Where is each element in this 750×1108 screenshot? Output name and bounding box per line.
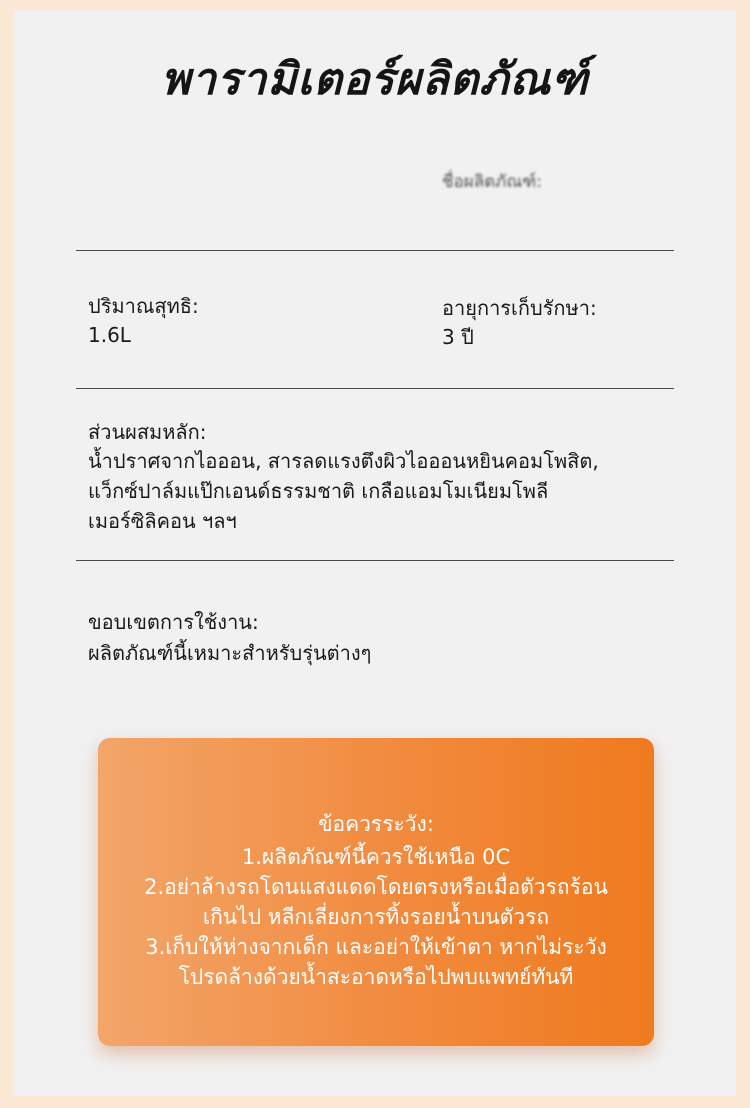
page-title: พารามิเตอร์ผลิตภัณฑ์ — [161, 54, 589, 105]
ingredients-list — [88, 446, 678, 536]
product-name-label: ชื่อผลิตภัณฑ์: — [442, 172, 542, 192]
ingredients-line: เมอร์ซิลิคอน ฯลฯ — [88, 509, 237, 533]
warning-line: เกินไป หลีกเลี่ยงการทิ้งรอยน้ำบนตัวรถ — [202, 905, 550, 929]
spec-card — [14, 10, 736, 1096]
volume-value: 1.6L — [88, 323, 131, 347]
volume-label: ปริมาณสุทธิ: — [88, 294, 199, 318]
warning-box — [98, 738, 654, 1046]
usage-text: ผลิตภัณฑ์นี้เหมาะสำหรับรุ่นต่างๆ — [88, 641, 372, 665]
divider — [76, 250, 674, 251]
warning-title: ข้อควรระวัง: — [318, 812, 434, 836]
shelf-life-value: 3 ปี — [442, 325, 474, 349]
ingredients-line: น้ำปราศจากไอออน, สารลดแรงตึงผิวไอออนหยินคอมโพสิต, — [88, 449, 599, 473]
ingredients-label: ส่วนผสมหลัก: — [88, 420, 207, 444]
shelf-life-label: อายุการเก็บรักษา: — [442, 296, 597, 320]
warning-line: 2.อย่าล้างรถโดนแสงแดดโดยตรงหรือเมื่อตัวรถร้อน — [144, 875, 608, 899]
warning-line: 3.เก็บให้ห่างจากเด็ก และอย่าให้เข้าตา หากไม่ระวัง — [145, 935, 607, 959]
warning-list — [98, 842, 654, 992]
divider — [76, 388, 674, 389]
divider — [76, 560, 674, 561]
usage-label: ขอบเขตการใช้งาน: — [88, 610, 259, 634]
warning-line: โปรดล้างด้วยน้ำสะอาดหรือไปพบแพทย์ทันที — [178, 965, 574, 989]
ingredients-line: แว็กซ์ปาล์มแป๊กเอนด์ธรรมชาติ เกลือแอมโมเนียมโพลี — [88, 479, 549, 503]
warning-line: 1.ผลิตภัณฑ์นี้ควรใช้เหนือ 0C — [241, 845, 511, 869]
